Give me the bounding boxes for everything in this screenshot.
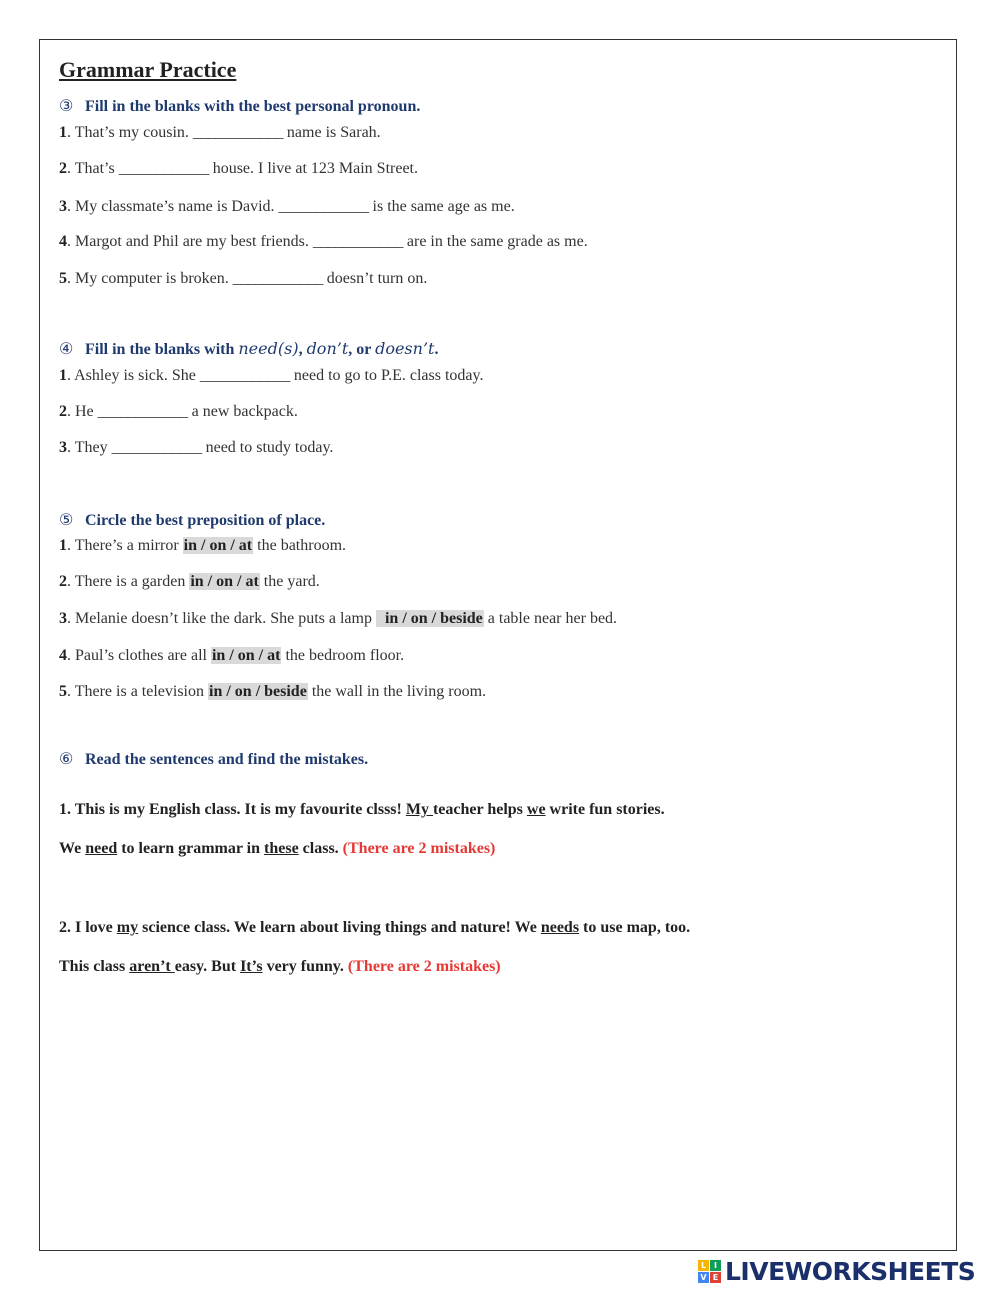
section-5-number: ⑤ — [59, 512, 74, 529]
section-4-word-doesnt: doesn’t — [375, 339, 435, 358]
section-3-heading-text: Fill in the blanks with the best personal pronoun. — [85, 98, 421, 115]
item-number: 3 — [59, 198, 67, 215]
liveworksheets-logo-text: LIVEWORKSHEETS — [725, 1256, 976, 1286]
answer-blank[interactable]: ____________ — [111, 439, 202, 456]
section-5-item-4 — [59, 647, 404, 665]
p1-l1-text-c: write fun stories. — [545, 801, 665, 818]
item-number: 5 — [59, 270, 67, 287]
item-text-after: the bathroom. — [253, 537, 347, 554]
item-number: 3 — [59, 610, 67, 627]
section-4-comma: , — [298, 341, 307, 358]
mistake-paragraph-1-line-1 — [59, 801, 665, 819]
p2-l1-text-b: science class. We learn about living things and nature! We — [138, 919, 541, 936]
p1-mistake-count-note: (There are 2 mistakes) — [342, 840, 496, 857]
item-number: 2 — [59, 573, 67, 590]
preposition-options[interactable]: in / on / at — [190, 573, 259, 590]
item-text-after: doesn’t turn on. — [322, 270, 428, 287]
p1-l2-text-c: class. — [298, 840, 343, 857]
section-4-heading-pre: Fill in the blanks with — [85, 341, 239, 358]
section-3-number: ③ — [59, 98, 74, 115]
answer-blank[interactable]: ____________ — [118, 160, 209, 177]
page-title: Grammar Practice — [59, 57, 237, 82]
logo-mark-tile: E — [710, 1272, 721, 1283]
section-5-item-5 — [59, 683, 486, 701]
item-text-after: a new backpack. — [187, 403, 298, 420]
p1-l1-underlined-my[interactable]: My — [405, 801, 433, 818]
item-text-after: is the same age as me. — [368, 198, 515, 215]
item-text-after: need to go to P.E. class today. — [289, 367, 484, 384]
item-number: 2 — [59, 403, 67, 420]
p2-l1-text-c: to use map, too. — [579, 919, 691, 936]
section-5-heading-text: Circle the best preposition of place. — [85, 512, 326, 529]
item-text-before: . Melanie doesn’t like the dark. She puts a lamp — [67, 610, 376, 627]
item-number: 2 — [59, 160, 67, 177]
logo-mark-tile: I — [710, 1260, 721, 1271]
section-6-heading-text: Read the sentences and find the mistakes. — [85, 751, 369, 768]
answer-blank[interactable]: ____________ — [278, 198, 369, 215]
item-text-before: . My computer is broken. — [67, 270, 233, 287]
preposition-options[interactable]: in / on / at — [211, 647, 281, 664]
item-text-after: the yard. — [259, 573, 320, 590]
p2-l1-text-a: 2. I love — [59, 919, 117, 936]
p1-l2-text-a: We — [59, 840, 86, 857]
section-5-item-1 — [59, 537, 346, 555]
answer-blank[interactable]: ____________ — [192, 124, 283, 141]
section-4-item-2 — [59, 403, 298, 421]
section-6-number: ⑥ — [59, 751, 74, 768]
p1-l1-underlined-we[interactable]: we — [526, 801, 546, 818]
item-text-before: . He — [67, 403, 98, 420]
item-text-after: name is Sarah. — [282, 124, 381, 141]
preposition-options[interactable]: in / on / at — [183, 537, 253, 554]
item-text-after: are in the same grade as me. — [402, 233, 588, 250]
preposition-options[interactable]: in / on / beside — [376, 610, 483, 627]
logo-mark-tile: L — [698, 1260, 709, 1271]
item-text-before: . Paul’s clothes are all — [67, 647, 211, 664]
liveworksheets-logo[interactable] — [698, 1256, 975, 1286]
section-4-word-dont: don’t — [306, 339, 349, 358]
worksheet-frame — [39, 39, 957, 1251]
section-3-item-1 — [59, 124, 381, 142]
p2-mistake-count-note: (There are 2 mistakes) — [347, 958, 501, 975]
p1-l2-underlined-these[interactable]: these — [264, 840, 299, 857]
section-5-item-3 — [59, 610, 617, 628]
p2-l1-underlined-my[interactable]: my — [116, 919, 139, 936]
item-number: 1 — [59, 124, 67, 141]
section-4-or: , or — [348, 341, 376, 358]
section-6-heading — [59, 749, 368, 769]
p1-l1-text-a: 1. This is my English class. It is my favourite clsss! — [59, 801, 406, 818]
item-text-before: . There is a television — [67, 683, 208, 700]
item-text-after: need to study today. — [201, 439, 334, 456]
mistake-paragraph-2-line-1 — [59, 919, 690, 937]
section-5-heading — [59, 510, 325, 530]
item-number: 4 — [59, 647, 67, 664]
p2-l1-underlined-needs[interactable]: needs — [540, 919, 580, 936]
section-4-item-3 — [59, 439, 333, 457]
section-4-item-1 — [59, 367, 484, 385]
item-text-before: . That’s my cousin. — [67, 124, 193, 141]
section-3-item-2 — [59, 160, 418, 178]
section-3-item-3 — [59, 198, 515, 216]
logo-mark-tile: V — [698, 1272, 709, 1283]
answer-blank[interactable]: ____________ — [232, 270, 323, 287]
item-text-after: house. I live at 123 Main Street. — [208, 160, 418, 177]
item-number: 1 — [59, 537, 67, 554]
item-number: 5 — [59, 683, 67, 700]
p2-l2-text-a: This class — [59, 958, 130, 975]
section-5-item-2 — [59, 573, 320, 591]
answer-blank[interactable]: ____________ — [97, 403, 188, 420]
item-number: 4 — [59, 233, 67, 250]
p2-l2-underlined-arent[interactable]: aren’t — [129, 958, 175, 975]
p2-l2-underlined-its[interactable]: It’s — [240, 958, 263, 975]
item-text-after: a table near her bed. — [483, 610, 618, 627]
p1-l2-text-b: to learn grammar in — [117, 840, 265, 857]
section-4-heading — [59, 339, 438, 359]
p1-l2-underlined-need[interactable]: need — [85, 840, 118, 857]
item-text-before: . My classmate’s name is David. — [67, 198, 279, 215]
p1-l1-text-b: teacher helps — [432, 801, 527, 818]
item-number: 1 — [59, 367, 67, 384]
item-text-before: . Margot and Phil are my best friends. — [67, 233, 313, 250]
section-4-number: ④ — [59, 341, 74, 358]
item-text-before: . There is a garden — [67, 573, 190, 590]
mistake-paragraph-1-line-2 — [59, 840, 495, 858]
item-text-before: . Ashley is sick. She — [67, 367, 200, 384]
section-3-heading — [59, 96, 420, 116]
answer-blank[interactable]: ____________ — [199, 367, 290, 384]
item-number: 3 — [59, 439, 67, 456]
mistake-paragraph-2-line-2 — [59, 958, 501, 976]
section-3-item-4 — [59, 233, 588, 251]
item-text-after: the bedroom floor. — [281, 647, 405, 664]
section-4-period: . — [434, 341, 439, 358]
p2-l2-text-b: easy. But — [174, 958, 241, 975]
p2-l2-text-c: very funny. — [262, 958, 348, 975]
item-text-after: the wall in the living room. — [307, 683, 487, 700]
section-4-word-needs: need(s) — [238, 339, 299, 358]
section-3-item-5 — [59, 270, 427, 288]
preposition-options[interactable]: in / on / beside — [209, 683, 307, 700]
answer-blank[interactable]: ____________ — [312, 233, 403, 250]
item-text-before: . They — [67, 439, 112, 456]
liveworksheets-logo-icon — [698, 1260, 721, 1283]
item-text-before: . There’s a mirror — [67, 537, 183, 554]
item-text-before: . That’s — [67, 160, 119, 177]
